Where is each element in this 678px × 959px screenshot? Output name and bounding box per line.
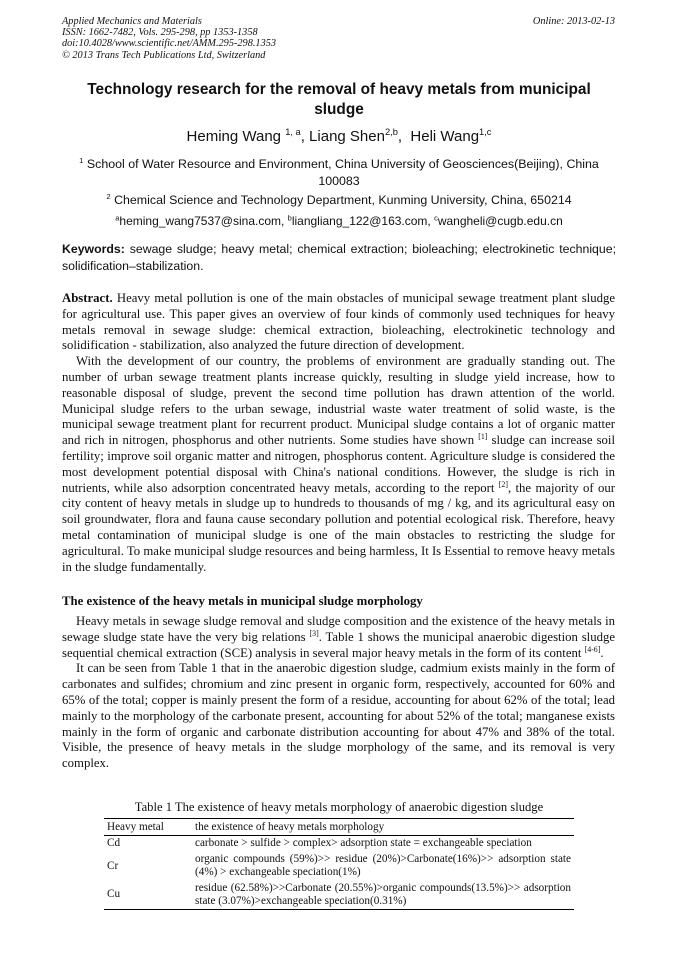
email-mark: a — [115, 213, 120, 223]
issn-line: ISSN: 1662-7482, Vols. 295-298, pp 1353-1358 — [62, 27, 258, 39]
affiliation-2 — [62, 192, 616, 209]
section-text: . Table 1 shows the municipal anaerobic digestion sludge sequential chemical extraction (SCE) analysis in several major heavy metals in the form of its content — [62, 629, 616, 660]
author-name: Heli Wang — [410, 128, 480, 145]
section-text: Heavy metals in sewage sludge removal and sludge composition and the existence of the heavy metals in sewage sludge state have the very big relations — [62, 614, 615, 644]
keywords-label: Keywords: — [62, 242, 125, 256]
affiliation-text: School of Water Resource and Environment, China University of Geosciences(Beijing), China 100083 — [86, 157, 599, 188]
intro-paragraph — [62, 354, 615, 575]
column-header: Heavy metal — [104, 819, 192, 836]
section-body — [62, 614, 615, 772]
author-name: Liang Shen — [309, 128, 385, 145]
email-address[interactable]: wangheli@cugb.edu.cn — [437, 214, 563, 228]
email-address[interactable]: liangliang_122@163.com, — [291, 214, 435, 228]
metal-cell: Cr — [107, 859, 119, 872]
email-mark: c — [434, 213, 438, 223]
abstract — [62, 291, 615, 354]
section-heading: The existence of the heavy metals in municipal sludge morphology — [62, 594, 423, 608]
author-affiliation-mark: 1, a — [285, 127, 301, 138]
citation-ref[interactable]: [3] — [309, 628, 319, 638]
metal-cell: Cd — [107, 837, 121, 850]
author-affiliation-mark: 1,c — [479, 127, 492, 138]
affiliation-1 — [62, 156, 616, 190]
intro-text: With the development of our country, the problems of environment are gradually standing out. The number of urban sewage treatment plants increase quickly, resulting in sludge yield increase, how to reasonable disposal of sludge, prevent the second time pollution has drawn attention of the world. Municipal sludge refers to the urban sewage, industrial waste water treatment of solid waste, is the municipal sewage treatment plant for recurrent product. Municipal sludge contains a lot of organic matter and rich in nitrogen, phosphorus and other nutrients. Some studies have shown — [62, 354, 615, 448]
abstract-and-intro — [62, 291, 615, 575]
morphology-cell: carbonate > sulfide > complex> adsorption state = exchangeable speciation — [195, 837, 532, 850]
table-row — [104, 852, 574, 881]
affiliation-text: Chemical Science and Technology Department, Kunming University, China, 650214 — [114, 193, 572, 207]
table-caption: Table 1 The existence of heavy metals morphology of anaerobic digestion sludge — [134, 800, 544, 814]
keywords-text: sewage sludge; heavy metal; chemical extraction; bioleaching; electrokinetic technique; solidification–stabilization. — [62, 242, 616, 273]
journal-header — [62, 16, 276, 61]
email-list — [62, 213, 616, 230]
doi-line: doi:10.4028/www.scientific.net/AMM.295-298.1353 — [62, 38, 277, 50]
column-header: the existence of heavy metals morphology — [192, 819, 574, 836]
metal-cell: Cu — [104, 881, 192, 910]
section-paragraph: It can be seen from Table 1 that in the anaerobic digestion sludge, cadmium exists mainly in the form of carbonates and sulfides; chromium and zinc present in organic form, respectively, accounted for 60% and 65% of the total; copper is mainly present the form of a residue, accounting for about 62% of the total; lead mainly to the morphology of the carbonate present, accounting for about 52% of the total; manganese exists mainly in the form of organic and carbonate distribution accounting for about 47% and 38% of the total. Visible, the presence of heavy metals in the sludge morphology of the same, and its removal is very complex. — [62, 661, 615, 771]
author-affiliation-mark: 2,b — [384, 127, 398, 138]
copyright-line: © 2013 Trans Tech Publications Ltd, Switzerland — [62, 49, 266, 61]
abstract-text: Heavy metal pollution is one of the main obstacles of municipal sewage treatment plant sludge for agricultural use. This paper gives an overview of four kinds of commonly used techniques for heavy metals removal in sewage sludge: chemical extraction, bioleaching, electrokinetic technology and solidification - stabilization, also analyzed the future direction of development. — [62, 291, 616, 353]
intro-text: sludge can increase soil fertility; improve soil organic matter and nitrogen, phosphorus content. Agriculture sludge is considered the most development potential disposal with China's national conditions. However, the sludge is rich in nutrients, while also adsorption concentrated heavy metals, according to the report — [62, 433, 616, 495]
section-paragraph — [62, 614, 615, 661]
online-date: Online: 2013-02-13 — [532, 16, 615, 27]
morphology-cell: residue (62.58%)>>Carbonate (20.55%)>organic compounds(13.5%)>> adsorption state (3.07%)>exchangeable speciation(0.31%) — [192, 881, 574, 910]
affiliation-mark: 1 — [79, 156, 84, 166]
author-list: Heming Wang $^{1, a}$, Liang Shen$^{2,b}$, Heli Wang$^{1,c}$ — [186, 127, 492, 145]
intro-text: , the majority of our city content of heavy metals in sludge up to hundreds to thousands of mg / kg, and its agricultural easy on soil groundwater, flora and fauna cause secondary pollution and potential ecological risk. Therefore, heavy metal contamination of municipal sludge is one of the main obstacles to restricting the sludge for agricultural. To make municipal sludge resources and being harmless, It Is Essential to remove heavy metals in the sludge fundamentally. — [62, 480, 615, 574]
author-name: Heming Wang — [186, 128, 282, 145]
section-text: . — [600, 645, 604, 660]
morphology-table — [104, 818, 574, 910]
affiliation-mark: 2 — [106, 192, 111, 202]
paper-title: Technology research for the removal of heavy metals from municipal sludge — [87, 81, 591, 118]
journal-name: Applied Mechanics and Materials — [62, 16, 202, 27]
table-row — [104, 836, 574, 852]
morphology-cell: organic compounds (59%)>> residue (20%)>Carbonate(16%)>> adsorption state (4%) > exchangeable speciation(1%) — [195, 852, 571, 879]
citation-ref[interactable]: [4-6] — [584, 644, 601, 654]
table-row — [104, 881, 574, 910]
keywords — [62, 241, 616, 274]
email-mark: b — [287, 213, 292, 223]
abstract-label: Abstract. — [62, 291, 113, 305]
table-header-row — [104, 819, 574, 836]
citation-ref[interactable]: [2] — [498, 479, 508, 489]
citation-ref[interactable]: [1] — [478, 432, 488, 442]
email-address[interactable]: heming_wang7537@sina.com, — [119, 214, 288, 228]
